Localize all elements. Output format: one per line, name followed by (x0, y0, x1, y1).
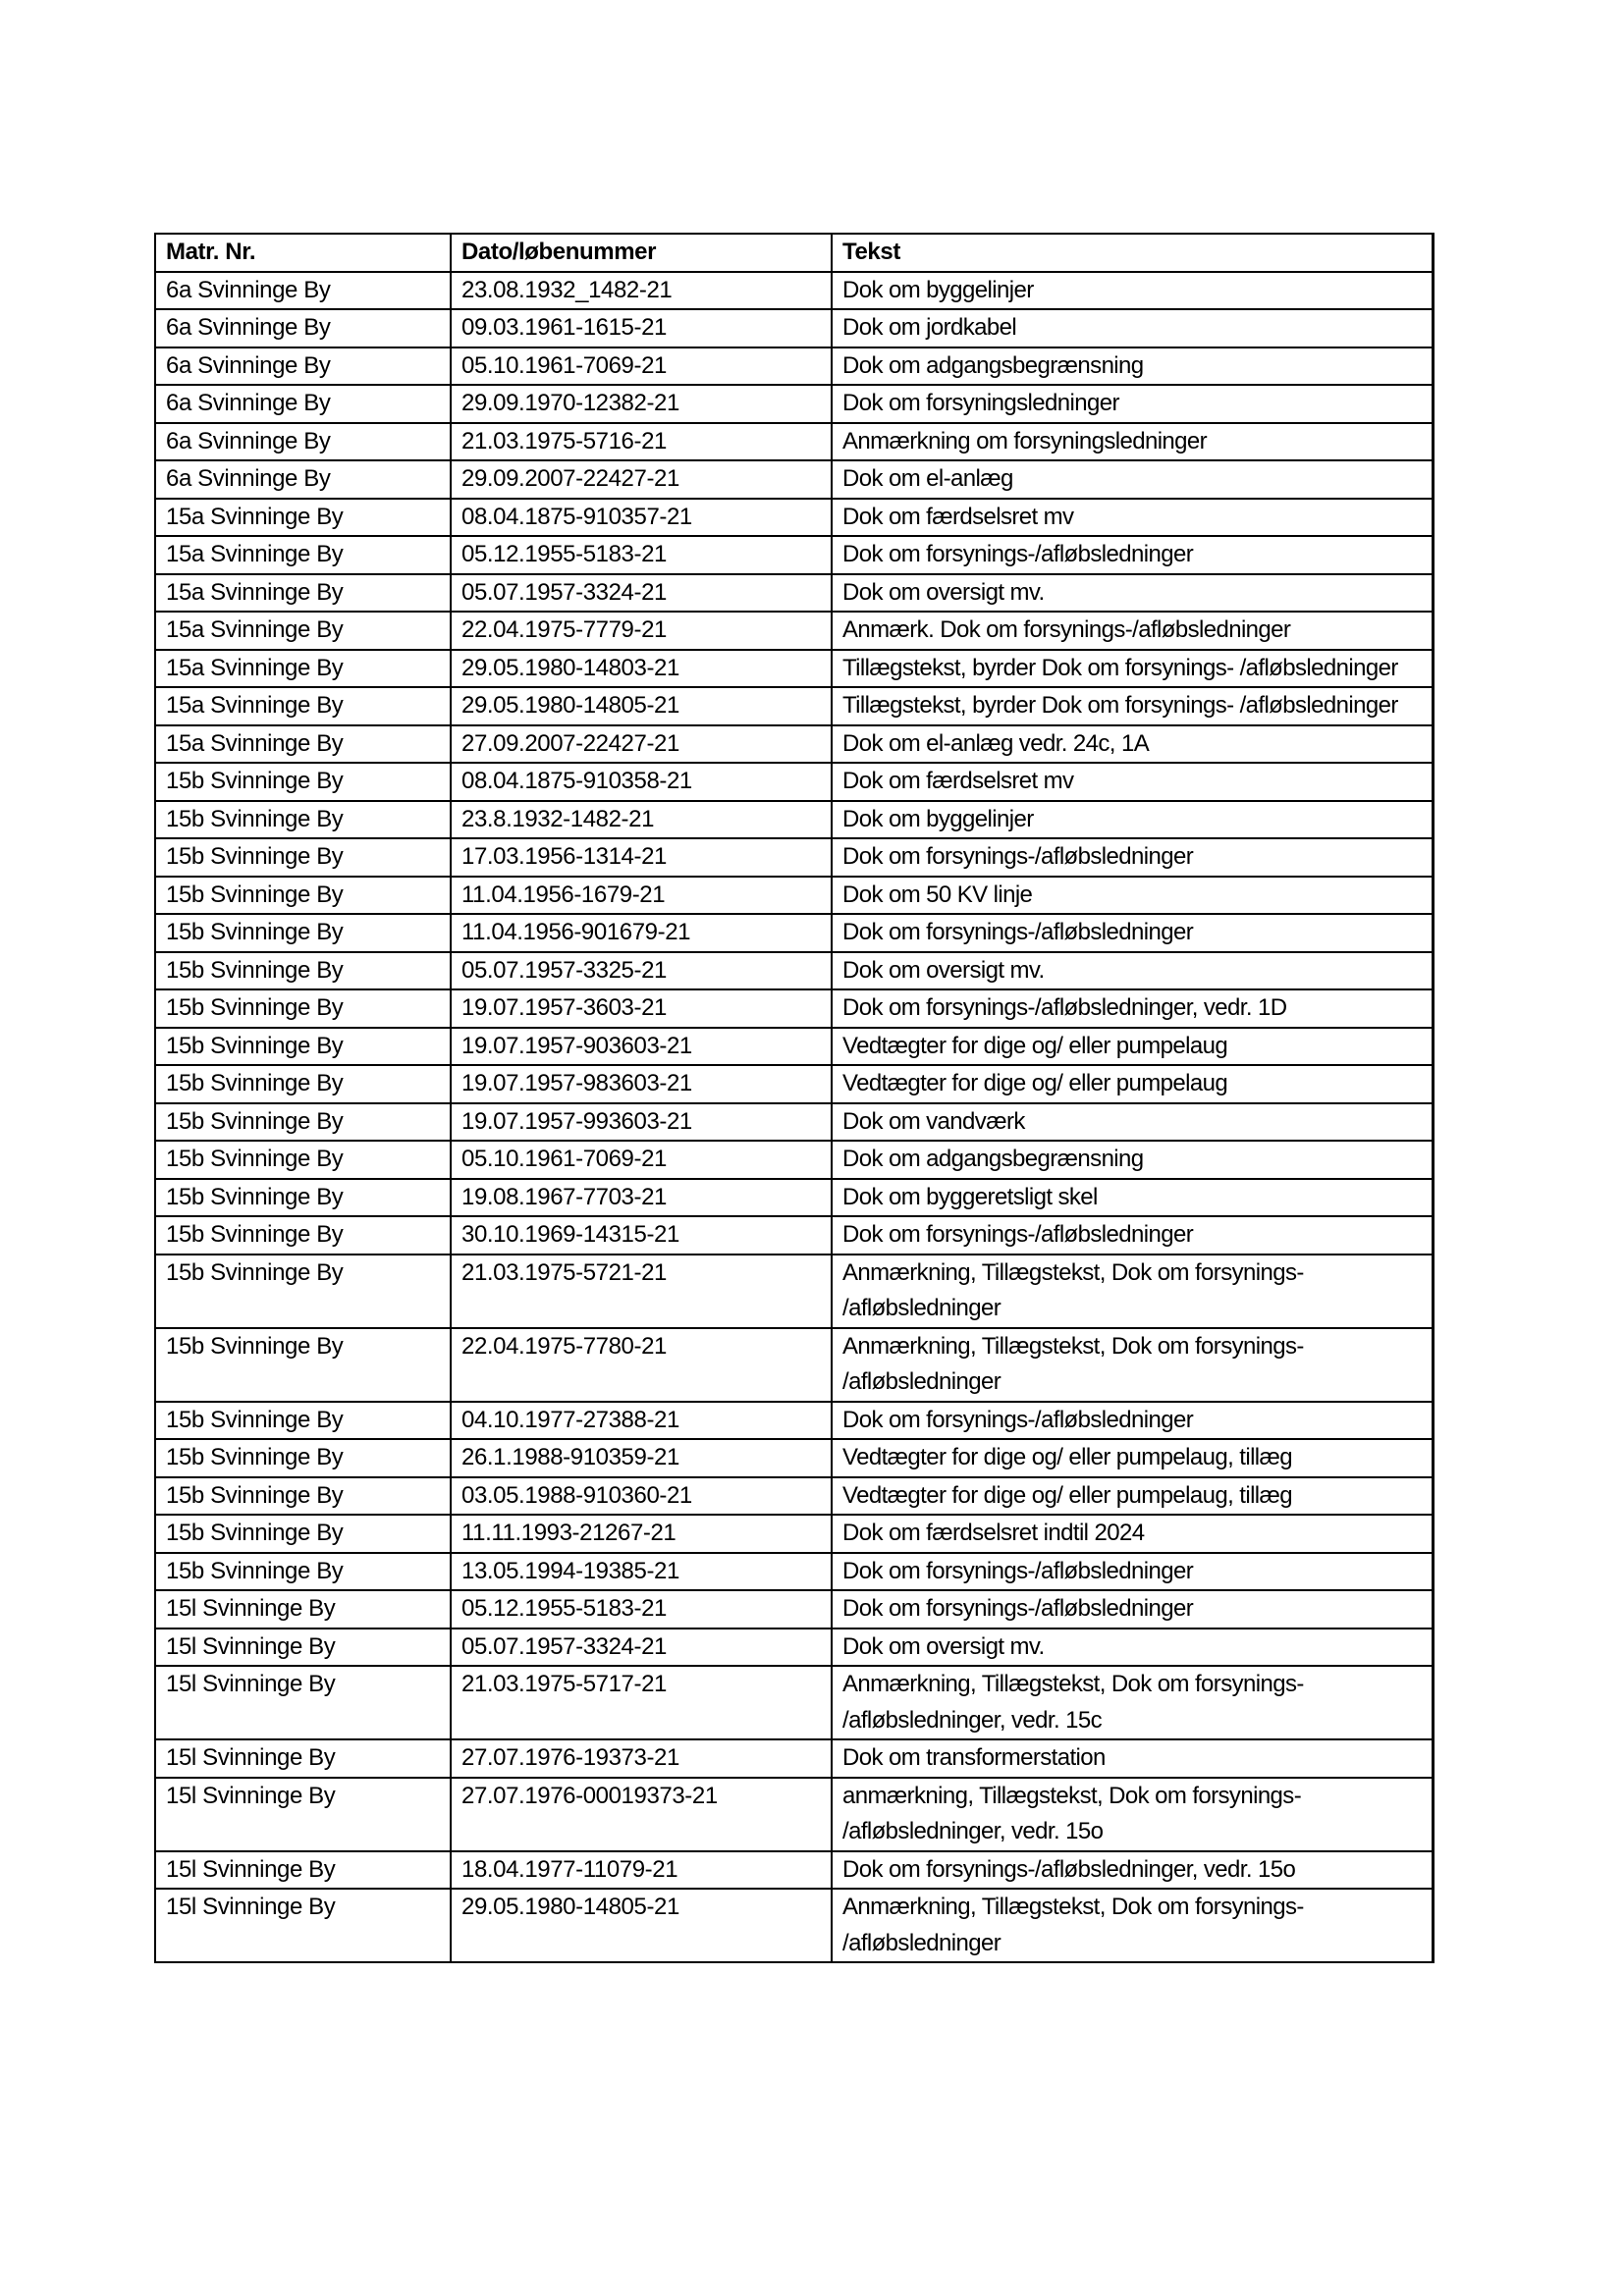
cell-tekst: anmærkning, Tillægstekst, Dok om forsynings- /afløbsledninger, vedr. 15o (832, 1778, 1433, 1851)
cell-matr-nr: 15b Svinninge By (155, 1553, 451, 1591)
table-row (155, 574, 1433, 613)
cell-matr-nr: 15b Svinninge By (155, 1477, 451, 1516)
cell-dato-lobenummer: 05.12.1955-5183-21 (451, 536, 832, 574)
cell-dato-lobenummer: 23.8.1932-1482-21 (451, 801, 832, 839)
table-row (155, 1216, 1433, 1255)
cell-matr-nr: 15b Svinninge By (155, 1179, 451, 1217)
table-row (155, 460, 1433, 499)
cell-tekst: Dok om forsynings-/afløbsledninger (832, 1402, 1433, 1440)
table-row (155, 1889, 1433, 1962)
cell-dato-lobenummer: 21.03.1975-5721-21 (451, 1255, 832, 1328)
cell-tekst: Vedtægter for dige og/ eller pumpelaug, tillæg (832, 1477, 1433, 1516)
cell-tekst: Dok om el-anlæg (832, 460, 1433, 499)
cell-matr-nr: 15a Svinninge By (155, 687, 451, 725)
cell-matr-nr: 15b Svinninge By (155, 1141, 451, 1179)
table-row (155, 1553, 1433, 1591)
cell-tekst: Dok om jordkabel (832, 309, 1433, 347)
cell-dato-lobenummer: 04.10.1977-27388-21 (451, 1402, 832, 1440)
cell-dato-lobenummer: 19.08.1967-7703-21 (451, 1179, 832, 1217)
cell-dato-lobenummer: 22.04.1975-7779-21 (451, 612, 832, 650)
cell-dato-lobenummer: 27.07.1976-00019373-21 (451, 1778, 832, 1851)
cell-dato-lobenummer: 22.04.1975-7780-21 (451, 1328, 832, 1402)
table-row (155, 1629, 1433, 1667)
cell-tekst: Dok om forsynings-/afløbsledninger (832, 1216, 1433, 1255)
table-row (155, 536, 1433, 574)
cell-matr-nr: 15b Svinninge By (155, 838, 451, 877)
cell-dato-lobenummer: 21.03.1975-5717-21 (451, 1666, 832, 1739)
cell-tekst: Dok om forsynings-/afløbsledninger (832, 536, 1433, 574)
cell-dato-lobenummer: 19.07.1957-3603-21 (451, 989, 832, 1028)
cell-dato-lobenummer: 08.04.1875-910358-21 (451, 763, 832, 801)
table-row (155, 1515, 1433, 1553)
table-row (155, 1141, 1433, 1179)
cell-tekst: Dok om forsyningsledninger (832, 385, 1433, 423)
cell-matr-nr: 15l Svinninge By (155, 1590, 451, 1629)
table-row (155, 1402, 1433, 1440)
cell-dato-lobenummer: 21.03.1975-5716-21 (451, 423, 832, 461)
table-row (155, 1179, 1433, 1217)
cell-dato-lobenummer: 13.05.1994-19385-21 (451, 1553, 832, 1591)
table-row (155, 952, 1433, 990)
cell-tekst: Dok om byggelinjer (832, 272, 1433, 310)
cell-dato-lobenummer: 26.1.1988-910359-21 (451, 1439, 832, 1477)
table-row (155, 423, 1433, 461)
cell-tekst: Vedtægter for dige og/ eller pumpelaug (832, 1028, 1433, 1066)
table-row (155, 347, 1433, 386)
cell-matr-nr: 15b Svinninge By (155, 952, 451, 990)
table-row (155, 499, 1433, 537)
table-row (155, 1739, 1433, 1778)
cell-matr-nr: 15l Svinninge By (155, 1629, 451, 1667)
table-row (155, 1328, 1433, 1402)
cell-dato-lobenummer: 11.04.1956-1679-21 (451, 877, 832, 915)
cell-dato-lobenummer: 18.04.1977-11079-21 (451, 1851, 832, 1890)
cell-tekst: Anmærkning om forsyningsledninger (832, 423, 1433, 461)
cell-matr-nr: 6a Svinninge By (155, 423, 451, 461)
table-row (155, 1477, 1433, 1516)
table-row (155, 687, 1433, 725)
table-row (155, 877, 1433, 915)
cell-matr-nr: 15l Svinninge By (155, 1739, 451, 1778)
cell-dato-lobenummer: 30.10.1969-14315-21 (451, 1216, 832, 1255)
cell-tekst: Dok om færdselsret indtil 2024 (832, 1515, 1433, 1553)
table-header-row (155, 234, 1433, 272)
table-row (155, 838, 1433, 877)
cell-matr-nr: 6a Svinninge By (155, 460, 451, 499)
cell-tekst: Dok om oversigt mv. (832, 1629, 1433, 1667)
cell-tekst: Anmærkning, Tillægstekst, Dok om forsynings- /afløbsledninger (832, 1328, 1433, 1402)
cell-dato-lobenummer: 23.08.1932_1482-21 (451, 272, 832, 310)
cell-dato-lobenummer: 05.07.1957-3324-21 (451, 574, 832, 613)
cell-matr-nr: 6a Svinninge By (155, 385, 451, 423)
cell-tekst: Dok om 50 KV linje (832, 877, 1433, 915)
cell-dato-lobenummer: 05.07.1957-3324-21 (451, 1629, 832, 1667)
cell-tekst: Anmærkning, Tillægstekst, Dok om forsynings- /afløbsledninger (832, 1889, 1433, 1962)
table-row (155, 1778, 1433, 1851)
cell-tekst: Dok om forsynings-/afløbsledninger (832, 1590, 1433, 1629)
cell-dato-lobenummer: 05.07.1957-3325-21 (451, 952, 832, 990)
table-row (155, 1028, 1433, 1066)
header-matr-nr: Matr. Nr. (155, 234, 451, 272)
cell-matr-nr: 15l Svinninge By (155, 1666, 451, 1739)
header-tekst: Tekst (832, 234, 1433, 272)
cell-matr-nr: 15b Svinninge By (155, 877, 451, 915)
table-row (155, 385, 1433, 423)
cell-tekst: Tillægstekst, byrder Dok om forsynings- /afløbsledninger (832, 687, 1433, 725)
cell-tekst: Anmærk. Dok om forsynings-/afløbsledninger (832, 612, 1433, 650)
cell-dato-lobenummer: 05.10.1961-7069-21 (451, 347, 832, 386)
cell-matr-nr: 15a Svinninge By (155, 650, 451, 688)
table-row (155, 1439, 1433, 1477)
cell-dato-lobenummer: 29.05.1980-14805-21 (451, 1889, 832, 1962)
table-row (155, 1666, 1433, 1739)
cell-matr-nr: 15b Svinninge By (155, 989, 451, 1028)
cell-matr-nr: 6a Svinninge By (155, 272, 451, 310)
header-dato-lobenummer: Dato/løbenummer (451, 234, 832, 272)
cell-matr-nr: 15b Svinninge By (155, 1216, 451, 1255)
cell-tekst: Dok om færdselsret mv (832, 763, 1433, 801)
cell-dato-lobenummer: 19.07.1957-903603-21 (451, 1028, 832, 1066)
cell-matr-nr: 15b Svinninge By (155, 1065, 451, 1103)
cell-dato-lobenummer: 29.09.2007-22427-21 (451, 460, 832, 499)
table-row (155, 1255, 1433, 1328)
cell-tekst: Dok om byggeretsligt skel (832, 1179, 1433, 1217)
cell-matr-nr: 15b Svinninge By (155, 1515, 451, 1553)
cell-matr-nr: 6a Svinninge By (155, 309, 451, 347)
cell-tekst: Dok om adgangsbegrænsning (832, 347, 1433, 386)
cell-dato-lobenummer: 08.04.1875-910357-21 (451, 499, 832, 537)
cell-tekst: Dok om forsynings-/afløbsledninger, vedr. 1D (832, 989, 1433, 1028)
table-row (155, 801, 1433, 839)
cell-tekst: Dok om oversigt mv. (832, 574, 1433, 613)
table-row (155, 914, 1433, 952)
cell-tekst: Dok om vandværk (832, 1103, 1433, 1142)
cell-tekst: Vedtægter for dige og/ eller pumpelaug (832, 1065, 1433, 1103)
cell-dato-lobenummer: 29.05.1980-14805-21 (451, 687, 832, 725)
table-row (155, 1851, 1433, 1890)
cell-matr-nr: 15b Svinninge By (155, 1439, 451, 1477)
cell-matr-nr: 6a Svinninge By (155, 347, 451, 386)
cell-tekst: Dok om forsynings-/afløbsledninger (832, 914, 1433, 952)
cell-matr-nr: 15a Svinninge By (155, 574, 451, 613)
cell-matr-nr: 15b Svinninge By (155, 1255, 451, 1328)
table-row (155, 989, 1433, 1028)
cell-matr-nr: 15l Svinninge By (155, 1889, 451, 1962)
cell-tekst: Dok om transformerstation (832, 1739, 1433, 1778)
cell-dato-lobenummer: 05.12.1955-5183-21 (451, 1590, 832, 1629)
cell-tekst: Tillægstekst, byrder Dok om forsynings- /afløbsledninger (832, 650, 1433, 688)
cell-tekst: Dok om forsynings-/afløbsledninger, vedr. 15o (832, 1851, 1433, 1890)
cell-matr-nr: 15a Svinninge By (155, 612, 451, 650)
cell-matr-nr: 15l Svinninge By (155, 1778, 451, 1851)
table-row (155, 612, 1433, 650)
table-row (155, 1103, 1433, 1142)
cell-tekst: Dok om byggelinjer (832, 801, 1433, 839)
cell-matr-nr: 15b Svinninge By (155, 914, 451, 952)
table-row (155, 650, 1433, 688)
table-row (155, 725, 1433, 764)
cell-dato-lobenummer: 17.03.1956-1314-21 (451, 838, 832, 877)
table-row (155, 1590, 1433, 1629)
table-row (155, 272, 1433, 310)
cell-dato-lobenummer: 29.05.1980-14803-21 (451, 650, 832, 688)
cell-dato-lobenummer: 29.09.1970-12382-21 (451, 385, 832, 423)
cell-matr-nr: 15l Svinninge By (155, 1851, 451, 1890)
cell-matr-nr: 15b Svinninge By (155, 1028, 451, 1066)
table-body (155, 272, 1433, 1963)
cell-matr-nr: 15b Svinninge By (155, 763, 451, 801)
cell-dato-lobenummer: 27.09.2007-22427-21 (451, 725, 832, 764)
cell-tekst: Dok om adgangsbegrænsning (832, 1141, 1433, 1179)
table-row (155, 763, 1433, 801)
cell-matr-nr: 15b Svinninge By (155, 801, 451, 839)
cell-tekst: Anmærkning, Tillægstekst, Dok om forsynings- /afløbsledninger (832, 1255, 1433, 1328)
cell-matr-nr: 15a Svinninge By (155, 499, 451, 537)
cell-matr-nr: 15a Svinninge By (155, 725, 451, 764)
cell-dato-lobenummer: 11.11.1993-21267-21 (451, 1515, 832, 1553)
cell-dato-lobenummer: 27.07.1976-19373-21 (451, 1739, 832, 1778)
cell-tekst: Anmærkning, Tillægstekst, Dok om forsynings- /afløbsledninger, vedr. 15c (832, 1666, 1433, 1739)
cell-dato-lobenummer: 09.03.1961-1615-21 (451, 309, 832, 347)
cell-dato-lobenummer: 19.07.1957-993603-21 (451, 1103, 832, 1142)
table-row (155, 309, 1433, 347)
cell-dato-lobenummer: 05.10.1961-7069-21 (451, 1141, 832, 1179)
cell-tekst: Vedtægter for dige og/ eller pumpelaug, tillæg (832, 1439, 1433, 1477)
cell-tekst: Dok om forsynings-/afløbsledninger (832, 1553, 1433, 1591)
cell-tekst: Dok om oversigt mv. (832, 952, 1433, 990)
cell-matr-nr: 15b Svinninge By (155, 1402, 451, 1440)
cell-tekst: Dok om forsynings-/afløbsledninger (832, 838, 1433, 877)
cell-tekst: Dok om el-anlæg vedr. 24c, 1A (832, 725, 1433, 764)
servitut-table (154, 233, 1435, 1963)
cell-tekst: Dok om færdselsret mv (832, 499, 1433, 537)
cell-dato-lobenummer: 19.07.1957-983603-21 (451, 1065, 832, 1103)
cell-dato-lobenummer: 03.05.1988-910360-21 (451, 1477, 832, 1516)
cell-matr-nr: 15b Svinninge By (155, 1328, 451, 1402)
cell-matr-nr: 15b Svinninge By (155, 1103, 451, 1142)
table-row (155, 1065, 1433, 1103)
cell-dato-lobenummer: 11.04.1956-901679-21 (451, 914, 832, 952)
cell-matr-nr: 15a Svinninge By (155, 536, 451, 574)
